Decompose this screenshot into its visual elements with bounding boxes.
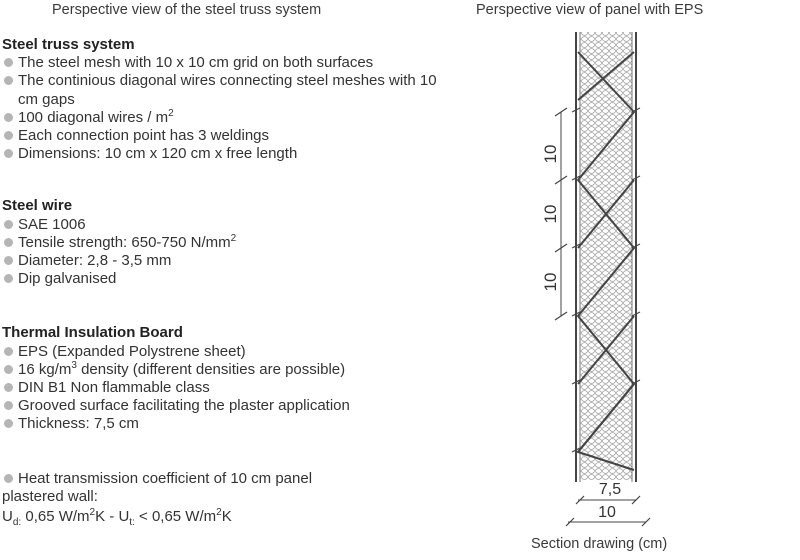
heat-line-2: plastered wall: bbox=[2, 487, 98, 505]
section-caption: Section drawing (cm) bbox=[531, 536, 668, 552]
list-item: SAE 1006 bbox=[2, 216, 457, 234]
dimension-label: 10 bbox=[541, 144, 560, 164]
superscript: 2 bbox=[230, 232, 237, 244]
list-item: Dimensions: 10 cm x 120 cm x free length bbox=[2, 145, 457, 163]
density-note: density (different densities are possible) bbox=[76, 360, 346, 378]
density: 16 kg/m bbox=[18, 360, 72, 378]
steel-truss-title: Steel truss system bbox=[2, 36, 135, 53]
list-item: DIN B1 Non flammable class bbox=[2, 379, 457, 397]
list-item: Grooved surface facilitating the plaster application bbox=[2, 397, 457, 415]
list-item: The steel mesh with 10 x 10 cm grid on both surfaces bbox=[2, 54, 457, 72]
insulation-title: Thermal Insulation Board bbox=[2, 324, 183, 342]
eps-core bbox=[580, 32, 632, 480]
left-caption: Perspective view of the steel truss system bbox=[52, 2, 322, 18]
eps-thickness-label: 7,5 bbox=[598, 481, 622, 498]
superscript: 2 bbox=[168, 107, 174, 119]
subscript: d: bbox=[12, 517, 22, 529]
list-item: The continious diagonal wires connecting steel meshes with 10 cm gaps bbox=[2, 72, 457, 108]
superscript: 3 bbox=[71, 359, 77, 371]
panel-thickness-label: 10 bbox=[598, 504, 616, 521]
list-item: Thickness: 7,5 cm bbox=[2, 415, 457, 433]
superscript: 2 bbox=[216, 507, 222, 519]
dimension-label: 10 bbox=[541, 204, 560, 224]
u-value: < 0,65 W/m bbox=[134, 508, 217, 526]
list-item: Dip galvanised bbox=[2, 270, 457, 288]
right-caption: Perspective view of panel with EPS bbox=[476, 2, 704, 18]
subscript: t: bbox=[129, 517, 135, 529]
diagonal-count: 100 diagonal wires / m bbox=[18, 108, 169, 126]
u-value: 0,65 W/m bbox=[21, 508, 90, 526]
tensile-strength: Tensile strength: 650-750 N/mm bbox=[18, 233, 231, 251]
dimension-label: 10 bbox=[541, 272, 560, 292]
u-symbol: U bbox=[2, 508, 13, 526]
superscript: 2 bbox=[89, 507, 96, 519]
u-tail: K - U bbox=[95, 508, 130, 526]
list-item: Diameter: 2,8 - 3,5 mm bbox=[2, 252, 457, 270]
list-item: Each connection point has 3 weldings bbox=[2, 127, 457, 145]
list-item: EPS (Expanded Polystrene sheet) bbox=[2, 343, 457, 361]
steel-wire-title: Steel wire bbox=[2, 197, 73, 215]
heat-line-1: Heat transmission coefficient of 10 cm panel bbox=[2, 470, 457, 488]
u-tail: K bbox=[221, 508, 232, 526]
